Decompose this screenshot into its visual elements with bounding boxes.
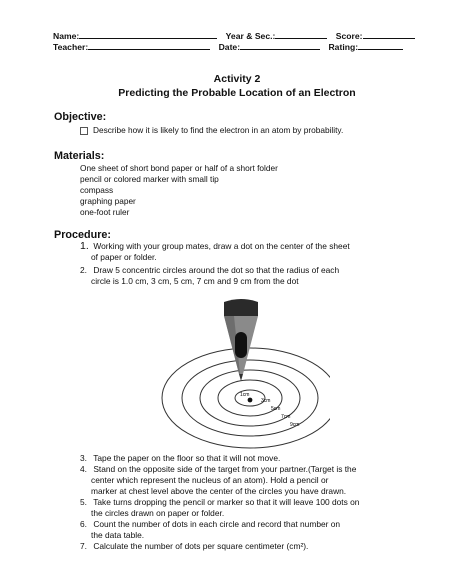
step-text: Calculate the number of dots per square centimeter (cm²).	[93, 541, 309, 551]
date-label: Date:	[218, 42, 241, 52]
step-number: 4.	[80, 464, 87, 474]
step-number: 2.	[80, 265, 87, 275]
step-text: the circles drawn on paper or folder.	[91, 508, 225, 518]
step-text: center which represent the nucleus of an atom). Hold a pencil or	[91, 475, 329, 485]
step-text: Stand on the opposite side of the target from your partner.(Target is the	[93, 464, 357, 474]
objective-heading: Objective:	[54, 111, 107, 123]
step-number: 6.	[80, 519, 87, 529]
step-text: Working with your group mates, draw a dot on the center of the sheet	[93, 241, 350, 251]
step-text: the data table.	[91, 530, 145, 540]
label-9cm: 9cm	[290, 422, 300, 428]
procedure-step	[80, 541, 410, 552]
material-item: one-foot ruler	[80, 207, 130, 217]
objective-text: Describe how it is likely to find the electron in an atom by probability.	[93, 125, 344, 135]
score-field[interactable]	[363, 30, 415, 39]
procedure-step	[80, 265, 410, 287]
label-3cm: 3cm	[261, 398, 271, 404]
procedure-step	[80, 453, 410, 464]
teacher-label: Teacher:	[53, 42, 89, 52]
step-text: circle is 1.0 cm, 3 cm, 5 cm, 7 cm and 9 cm from the dot	[91, 276, 299, 286]
activity-number: Activity 2	[213, 73, 261, 85]
header-row-2	[53, 41, 408, 52]
material-item: compass	[80, 185, 114, 195]
procedure-step	[80, 519, 410, 541]
label-5cm: 5cm	[271, 406, 281, 412]
procedure-step	[80, 497, 410, 519]
step-text: Tape the paper on the floor so that it will not move.	[93, 453, 281, 463]
rating-label: Rating:	[328, 42, 359, 52]
step-number: 3.	[80, 453, 87, 463]
objective-item	[80, 125, 343, 136]
teacher-field[interactable]	[88, 41, 210, 50]
marker-icon	[224, 299, 258, 381]
procedure-step	[80, 464, 410, 497]
step-text: Count the number of dots in each circle and record that number on	[93, 519, 341, 529]
name-field[interactable]	[79, 30, 217, 39]
step-text: Take turns dropping the pencil or marker so that it will leave 100 dots on	[93, 497, 360, 507]
activity-title: Predicting the Probable Location of an Electron	[118, 87, 356, 99]
year-field[interactable]	[275, 30, 327, 39]
procedure-heading: Procedure:	[54, 229, 111, 241]
label-7cm: 7cm	[281, 414, 291, 420]
center-dot	[248, 398, 253, 403]
header-row-1	[53, 30, 408, 41]
concentric-circles-figure	[150, 296, 330, 456]
score-label: Score:	[335, 31, 363, 41]
step-number: 5.	[80, 497, 87, 507]
materials-list	[80, 163, 278, 218]
step-text: of paper or folder.	[91, 252, 157, 262]
step-text: Draw 5 concentric circles around the dot so that the radius of each	[93, 265, 340, 275]
material-item: graphing paper	[80, 196, 136, 206]
material-item: pencil or colored marker with small tip	[80, 174, 219, 184]
date-field[interactable]	[240, 41, 320, 50]
year-label: Year & Sec.:	[225, 31, 276, 41]
procedure-step	[80, 241, 410, 263]
checkbox-icon	[80, 127, 88, 135]
step-text: marker at chest level above the center of the circles you have drawn.	[91, 486, 347, 496]
circle-9cm	[162, 348, 330, 448]
rating-field[interactable]	[358, 41, 403, 50]
step-number: 1.	[80, 240, 89, 252]
label-1cm: 1cm	[240, 392, 250, 398]
materials-heading: Materials:	[54, 150, 105, 162]
material-item: One sheet of short bond paper or half of a short folder	[80, 163, 278, 173]
name-label: Name:	[53, 31, 80, 41]
step-number: 7.	[80, 541, 87, 551]
